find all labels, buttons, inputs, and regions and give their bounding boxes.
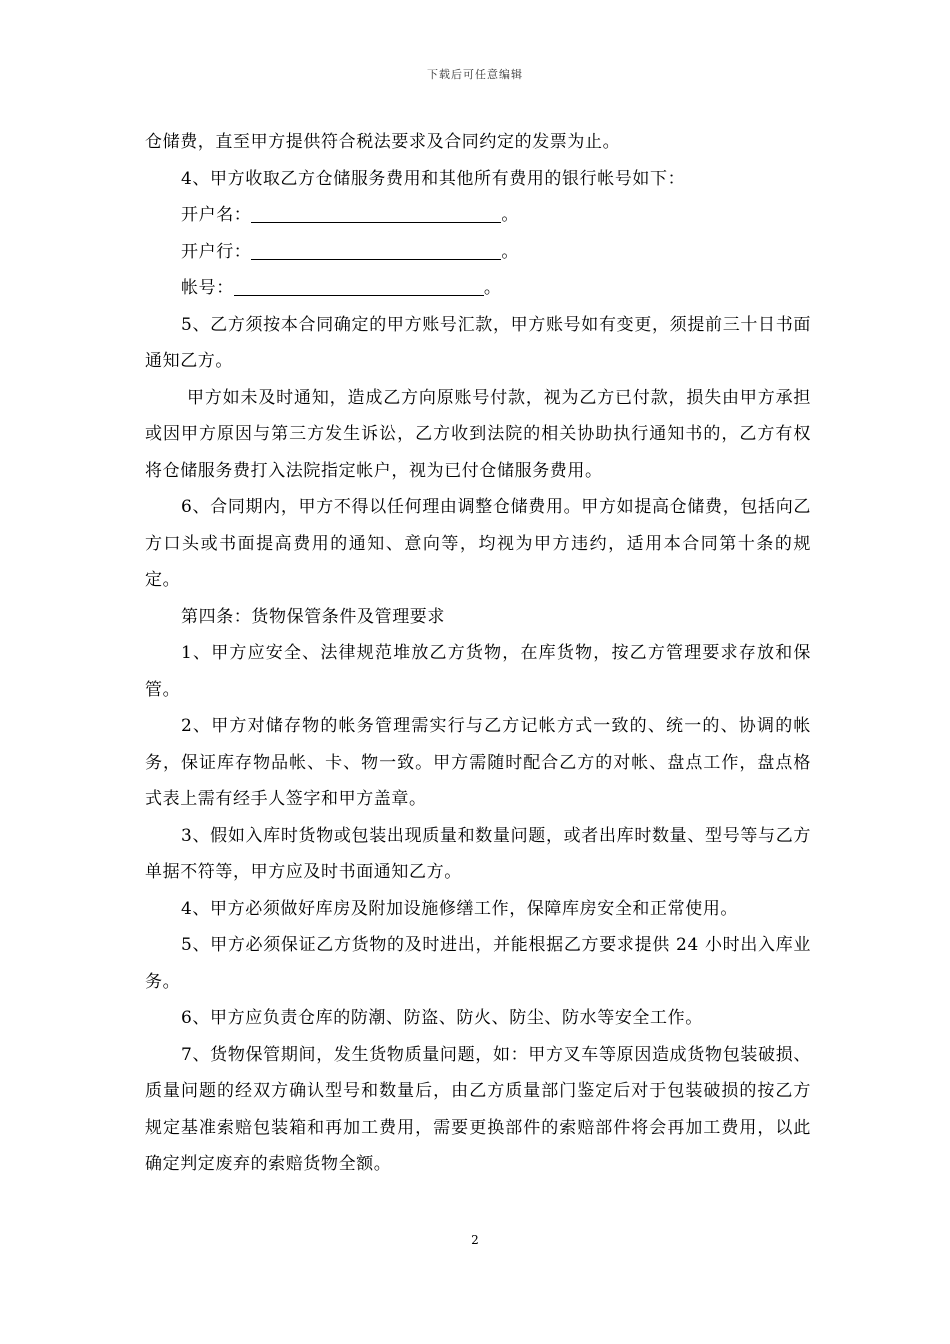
account-bank-label: 开户行： bbox=[181, 241, 252, 262]
paragraph-article4-item3: 3、假如入库时货物或包装出现质量和数量问题，或者出库时数量、型号等与乙方单据不符等，甲方应及时书面通知乙方。 bbox=[145, 825, 811, 882]
paragraph-clause-5: 5、乙方须按本合同确定的甲方账号汇款，甲方账号如有变更，须提前三十日书面通知乙方。 bbox=[145, 314, 811, 371]
account-number-row bbox=[145, 270, 811, 307]
page-number: 2 bbox=[471, 1233, 479, 1247]
account-number-end: 。 bbox=[483, 278, 502, 298]
account-bank-blank bbox=[251, 241, 501, 260]
paragraph-article4-item6: 6、甲方应负责仓库的防潮、防盗、防火、防尘、防水等安全工作。 bbox=[181, 1008, 703, 1028]
paragraph-article4-item4: 4、甲方必须做好库房及附加设施修缮工作，保障库房安全和正常使用。 bbox=[181, 898, 739, 919]
paragraph-article4-item5: 5、甲方必须保证乙方货物的及时进出，并能根据乙方要求提供 24 小时出入库业务。 bbox=[145, 935, 811, 992]
page-header-note: 下载后可任意编辑 bbox=[427, 68, 523, 81]
contract-body bbox=[145, 124, 811, 1183]
account-bank-end: 。 bbox=[501, 241, 520, 262]
paragraph-storage-fee-end: 仓储费，直至甲方提供符合税法要求及合同约定的发票为止。 bbox=[145, 132, 621, 152]
account-number-blank bbox=[234, 277, 484, 296]
account-number-label: 帐号： bbox=[181, 278, 234, 298]
paragraph-article4-item1: 1、甲方应安全、法律规范堆放乙方货物，在库货物，按乙方管理要求存放和保管。 bbox=[145, 643, 811, 700]
account-bank-row bbox=[145, 234, 811, 271]
paragraph-article4-item2: 2、甲方对储存物的帐务管理需实行与乙方记帐方式一致的、统一的、协调的帐务，保证库存物品帐、卡、物一致。甲方需随时配合乙方的对帐、盘点工作，盘点格式表上需有经手人签字和甲方盖章。 bbox=[145, 716, 811, 809]
paragraph-bank-account-intro: 4、甲方收取乙方仓储服务费用和其他所有费用的银行帐号如下： bbox=[181, 168, 686, 189]
account-name-row bbox=[145, 197, 811, 234]
account-name-label: 开户名： bbox=[181, 205, 252, 225]
paragraph-notification-failure: 甲方如未及时通知，造成乙方向原账号付款，视为乙方已付款，损失由甲方承担或因甲方原因与第三方发生诉讼，乙方收到法院的相关协助执行通知书的，乙方有权将仓储服务费打入法院指定帐户，视为已付仓储服务费用。 bbox=[145, 387, 811, 481]
paragraph-article4-item7: 7、货物保管期间，发生货物质量问题，如：甲方叉车等原因造成货物包装破损、质量问题的经双方确认型号和数量后，由乙方质量部门鉴定后对于包装破损的按乙方规定基准索赔包装箱和再加工费用，需要更换部件的索赔部件将会再加工费用，以此确定判定废弃的索赔货物全额。 bbox=[145, 1044, 811, 1174]
article-4-title: 第四条：货物保管条件及管理要求 bbox=[181, 606, 445, 627]
account-name-end: 。 bbox=[501, 205, 520, 225]
paragraph-clause-6: 6、合同期内，甲方不得以任何理由调整仓储费用。甲方如提高仓储费，包括向乙方口头或书面提高费用的通知、意向等，均视为甲方违约，适用本合同第十条的规定。 bbox=[145, 497, 811, 590]
account-name-blank bbox=[251, 204, 501, 223]
